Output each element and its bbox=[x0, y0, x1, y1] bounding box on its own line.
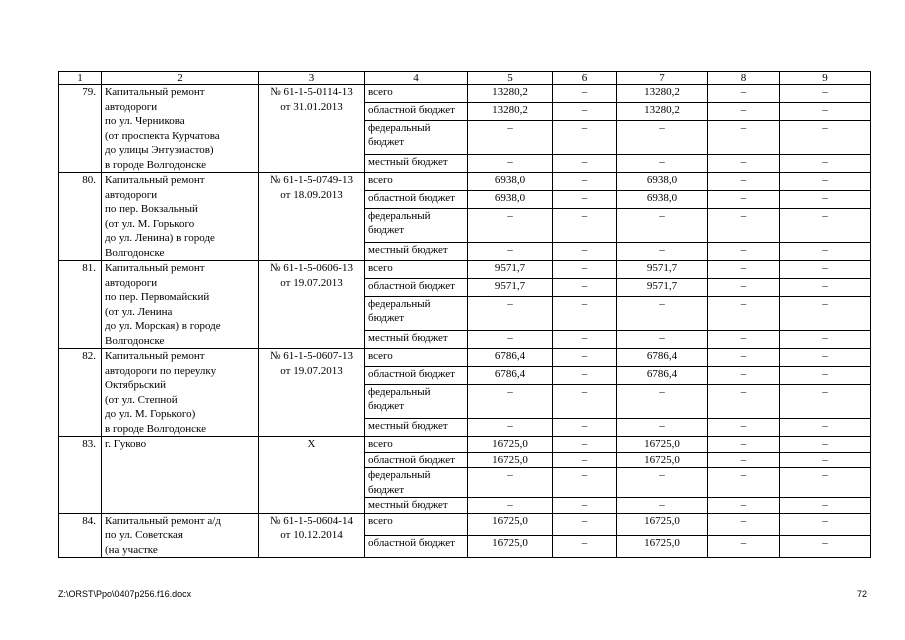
document-line: от 19.07.2013 bbox=[280, 276, 343, 289]
description-line: до ул. М. Горького) bbox=[105, 408, 196, 420]
description-line: в городе Волгодонске bbox=[105, 158, 207, 171]
description-line: Капитальный ремонт bbox=[105, 350, 205, 362]
value-cell: – bbox=[780, 208, 871, 243]
document-reference bbox=[259, 437, 365, 514]
value-cell: – bbox=[617, 296, 708, 331]
description-line: Капитальный ремонт а/д bbox=[105, 514, 221, 527]
value-cell: – bbox=[553, 243, 617, 261]
row-number: 83. bbox=[59, 437, 102, 514]
funding-source: областной бюджет bbox=[365, 535, 468, 557]
funding-source: федеральный бюджет bbox=[365, 120, 468, 155]
description-line: по ул. Советская bbox=[105, 529, 183, 541]
value-cell: – bbox=[780, 349, 871, 367]
funding-source: местный бюджет bbox=[365, 498, 468, 514]
description-line: (от ул. Ленина bbox=[105, 305, 173, 318]
value-cell: – bbox=[708, 296, 780, 331]
value-cell: – bbox=[708, 452, 780, 468]
value-cell: – bbox=[553, 419, 617, 437]
funding-source: местный бюджет bbox=[365, 243, 468, 261]
value-cell: 13280,2 bbox=[617, 85, 708, 103]
value-cell: – bbox=[708, 437, 780, 453]
value-cell: – bbox=[780, 120, 871, 155]
value-cell: – bbox=[468, 296, 553, 331]
object-description bbox=[102, 85, 259, 173]
value-cell: – bbox=[780, 452, 871, 468]
value-cell: – bbox=[468, 331, 553, 349]
description-line: автодороги по переулку bbox=[105, 364, 217, 377]
description-line: Волгодонске bbox=[105, 246, 165, 259]
description-line: (от ул. Степной bbox=[105, 393, 178, 406]
value-cell: – bbox=[780, 535, 871, 557]
value-cell: 16725,0 bbox=[468, 437, 553, 453]
column-header: 8 bbox=[708, 72, 780, 85]
document-line: от 18.09.2013 bbox=[280, 188, 343, 201]
value-cell: – bbox=[553, 535, 617, 557]
object-description bbox=[102, 261, 259, 349]
value-cell: 16725,0 bbox=[468, 535, 553, 557]
value-cell: – bbox=[553, 120, 617, 155]
document-line: от 10.12.2014 bbox=[280, 529, 343, 541]
row-number: 82. bbox=[59, 349, 102, 437]
column-header: 2 bbox=[102, 72, 259, 85]
value-cell: – bbox=[553, 102, 617, 120]
document-reference bbox=[259, 349, 365, 437]
value-cell: – bbox=[468, 498, 553, 514]
value-cell: – bbox=[468, 468, 553, 498]
description-line: Капитальный ремонт bbox=[105, 86, 205, 98]
document-line: № 61-1-5-0604-14 bbox=[270, 514, 353, 527]
value-cell: 13280,2 bbox=[617, 102, 708, 120]
value-cell: – bbox=[553, 366, 617, 384]
value-cell: 9571,7 bbox=[617, 261, 708, 279]
funding-source: областной бюджет bbox=[365, 452, 468, 468]
value-cell: – bbox=[708, 419, 780, 437]
description-line: (от ул. М. Горького bbox=[105, 217, 195, 230]
value-cell: – bbox=[553, 468, 617, 498]
object-description bbox=[102, 173, 259, 261]
value-cell: 6786,4 bbox=[617, 349, 708, 367]
value-cell: – bbox=[708, 384, 780, 419]
description-line: по пер. Вокзальный bbox=[105, 203, 198, 215]
description-line: Октябрьский bbox=[105, 379, 166, 391]
description-line: г. Гуково bbox=[105, 438, 147, 450]
value-cell: – bbox=[617, 120, 708, 155]
funding-source: всего bbox=[365, 437, 468, 453]
value-cell: – bbox=[780, 85, 871, 103]
value-cell: 6786,4 bbox=[468, 366, 553, 384]
value-cell: 6938,0 bbox=[468, 190, 553, 208]
value-cell: 16725,0 bbox=[617, 452, 708, 468]
description-line: до ул. Морская) в городе bbox=[105, 320, 221, 332]
value-cell: 16725,0 bbox=[468, 513, 553, 535]
value-cell: – bbox=[553, 331, 617, 349]
funding-source: всего bbox=[365, 349, 468, 367]
value-cell: – bbox=[780, 261, 871, 279]
value-cell: – bbox=[708, 366, 780, 384]
value-cell: 16725,0 bbox=[617, 437, 708, 453]
row-number: 81. bbox=[59, 261, 102, 349]
description-line: в городе Волгодонске bbox=[105, 422, 207, 435]
row-number: 80. bbox=[59, 173, 102, 261]
value-cell: 16725,0 bbox=[617, 513, 708, 535]
funding-source: всего bbox=[365, 173, 468, 191]
value-cell: – bbox=[780, 278, 871, 296]
document-line: X bbox=[307, 438, 316, 450]
document-reference bbox=[259, 173, 365, 261]
column-header: 6 bbox=[553, 72, 617, 85]
funding-source: всего bbox=[365, 85, 468, 103]
table-body bbox=[59, 85, 871, 558]
document-line: № 61-1-5-0749-13 bbox=[270, 174, 353, 186]
funding-source: федеральный бюджет bbox=[365, 208, 468, 243]
value-cell: – bbox=[708, 155, 780, 173]
value-cell: – bbox=[553, 85, 617, 103]
column-header: 1 bbox=[59, 72, 102, 85]
document-reference bbox=[259, 513, 365, 558]
value-cell: 6938,0 bbox=[468, 173, 553, 191]
funding-source: федеральный бюджет bbox=[365, 296, 468, 331]
value-cell: 16725,0 bbox=[617, 535, 708, 557]
value-cell: – bbox=[708, 349, 780, 367]
value-cell: 9571,7 bbox=[468, 261, 553, 279]
funding-source: областной бюджет bbox=[365, 190, 468, 208]
value-cell: – bbox=[468, 208, 553, 243]
column-header: 3 bbox=[259, 72, 365, 85]
value-cell: – bbox=[468, 120, 553, 155]
value-cell: – bbox=[708, 243, 780, 261]
value-cell: – bbox=[553, 452, 617, 468]
value-cell: – bbox=[780, 513, 871, 535]
description-line: Капитальный ремонт bbox=[105, 174, 205, 186]
value-cell: – bbox=[780, 102, 871, 120]
funding-source: местный бюджет bbox=[365, 155, 468, 173]
value-cell: – bbox=[468, 155, 553, 173]
value-cell: – bbox=[780, 190, 871, 208]
value-cell: – bbox=[708, 261, 780, 279]
column-header: 7 bbox=[617, 72, 708, 85]
value-cell: – bbox=[780, 331, 871, 349]
table-row bbox=[59, 349, 871, 367]
value-cell: – bbox=[708, 85, 780, 103]
value-cell: 9571,7 bbox=[617, 278, 708, 296]
value-cell: – bbox=[553, 384, 617, 419]
value-cell: – bbox=[553, 349, 617, 367]
value-cell: – bbox=[617, 155, 708, 173]
value-cell: – bbox=[553, 155, 617, 173]
value-cell: – bbox=[553, 208, 617, 243]
value-cell: – bbox=[617, 243, 708, 261]
value-cell: – bbox=[553, 173, 617, 191]
table-row bbox=[59, 513, 871, 535]
table-row bbox=[59, 261, 871, 279]
table-row bbox=[59, 437, 871, 453]
description-line: (на участке bbox=[105, 543, 158, 556]
value-cell: – bbox=[780, 155, 871, 173]
document-reference bbox=[259, 85, 365, 173]
value-cell: 6786,4 bbox=[468, 349, 553, 367]
value-cell: – bbox=[780, 437, 871, 453]
document-line: от 31.01.2013 bbox=[280, 100, 343, 113]
row-number: 84. bbox=[59, 513, 102, 558]
value-cell: – bbox=[708, 331, 780, 349]
value-cell: 9571,7 bbox=[468, 278, 553, 296]
value-cell: – bbox=[780, 296, 871, 331]
value-cell: 13280,2 bbox=[468, 102, 553, 120]
value-cell: – bbox=[708, 208, 780, 243]
document-reference bbox=[259, 261, 365, 349]
description-line: по ул. Черникова bbox=[105, 115, 185, 127]
value-cell: – bbox=[617, 208, 708, 243]
value-cell: – bbox=[780, 384, 871, 419]
funding-source: областной бюджет bbox=[365, 366, 468, 384]
object-description bbox=[102, 349, 259, 437]
description-line: автодороги bbox=[105, 276, 158, 289]
value-cell: 16725,0 bbox=[468, 452, 553, 468]
value-cell: – bbox=[553, 498, 617, 514]
value-cell: – bbox=[708, 190, 780, 208]
funding-source: местный бюджет bbox=[365, 419, 468, 437]
value-cell: – bbox=[708, 173, 780, 191]
row-number: 79. bbox=[59, 85, 102, 173]
value-cell: – bbox=[553, 190, 617, 208]
description-line: по пер. Первомайский bbox=[105, 291, 210, 303]
value-cell: – bbox=[468, 243, 553, 261]
description-line: автодороги bbox=[105, 100, 158, 113]
funding-source: местный бюджет bbox=[365, 331, 468, 349]
value-cell: – bbox=[617, 419, 708, 437]
description-line: до ул. Ленина) в городе bbox=[105, 232, 215, 244]
budget-table bbox=[58, 71, 871, 558]
value-cell: 6786,4 bbox=[617, 366, 708, 384]
column-header: 5 bbox=[468, 72, 553, 85]
value-cell: – bbox=[617, 498, 708, 514]
value-cell: – bbox=[780, 419, 871, 437]
document-line: № 61-1-5-0606-13 bbox=[270, 262, 353, 274]
value-cell: – bbox=[468, 419, 553, 437]
value-cell: – bbox=[553, 296, 617, 331]
value-cell: – bbox=[708, 468, 780, 498]
column-header: 9 bbox=[780, 72, 871, 85]
funding-source: федеральный бюджет bbox=[365, 468, 468, 498]
page-number: 72 bbox=[856, 589, 867, 599]
value-cell: 13280,2 bbox=[468, 85, 553, 103]
description-line: Капитальный ремонт bbox=[105, 262, 205, 274]
funding-source: федеральный бюджет bbox=[365, 384, 468, 419]
funding-source: областной бюджет bbox=[365, 278, 468, 296]
value-cell: – bbox=[780, 468, 871, 498]
value-cell: – bbox=[708, 513, 780, 535]
value-cell: – bbox=[708, 102, 780, 120]
description-line: автодороги bbox=[105, 188, 158, 201]
value-cell: – bbox=[780, 173, 871, 191]
value-cell: – bbox=[617, 384, 708, 419]
table-row bbox=[59, 85, 871, 103]
funding-source: всего bbox=[365, 261, 468, 279]
column-header: 4 bbox=[365, 72, 468, 85]
value-cell: 6938,0 bbox=[617, 190, 708, 208]
value-cell: – bbox=[780, 366, 871, 384]
value-cell: – bbox=[708, 535, 780, 557]
document-line: № 61-1-5-0607-13 bbox=[270, 350, 353, 362]
value-cell: – bbox=[708, 498, 780, 514]
value-cell: – bbox=[553, 261, 617, 279]
funding-source: областной бюджет bbox=[365, 102, 468, 120]
description-line: Волгодонске bbox=[105, 334, 165, 347]
object-description bbox=[102, 437, 259, 514]
column-number-row bbox=[59, 72, 871, 85]
value-cell: – bbox=[468, 384, 553, 419]
value-cell: – bbox=[617, 331, 708, 349]
object-description bbox=[102, 513, 259, 558]
description-line: до улицы Энтузиастов) bbox=[105, 144, 214, 156]
file-path: Z:\ORST\Ppo\0407p256.f16.docx bbox=[58, 589, 192, 599]
description-line: (от проспекта Курчатова bbox=[105, 129, 220, 142]
value-cell: – bbox=[553, 437, 617, 453]
value-cell: – bbox=[617, 468, 708, 498]
table-row bbox=[59, 173, 871, 191]
value-cell: – bbox=[780, 498, 871, 514]
document-line: № 61-1-5-0114-13 bbox=[270, 86, 353, 98]
value-cell: – bbox=[553, 513, 617, 535]
value-cell: – bbox=[780, 243, 871, 261]
value-cell: – bbox=[553, 278, 617, 296]
value-cell: – bbox=[708, 278, 780, 296]
document-line: от 19.07.2013 bbox=[280, 364, 343, 377]
funding-source: всего bbox=[365, 513, 468, 535]
value-cell: – bbox=[708, 120, 780, 155]
value-cell: 6938,0 bbox=[617, 173, 708, 191]
